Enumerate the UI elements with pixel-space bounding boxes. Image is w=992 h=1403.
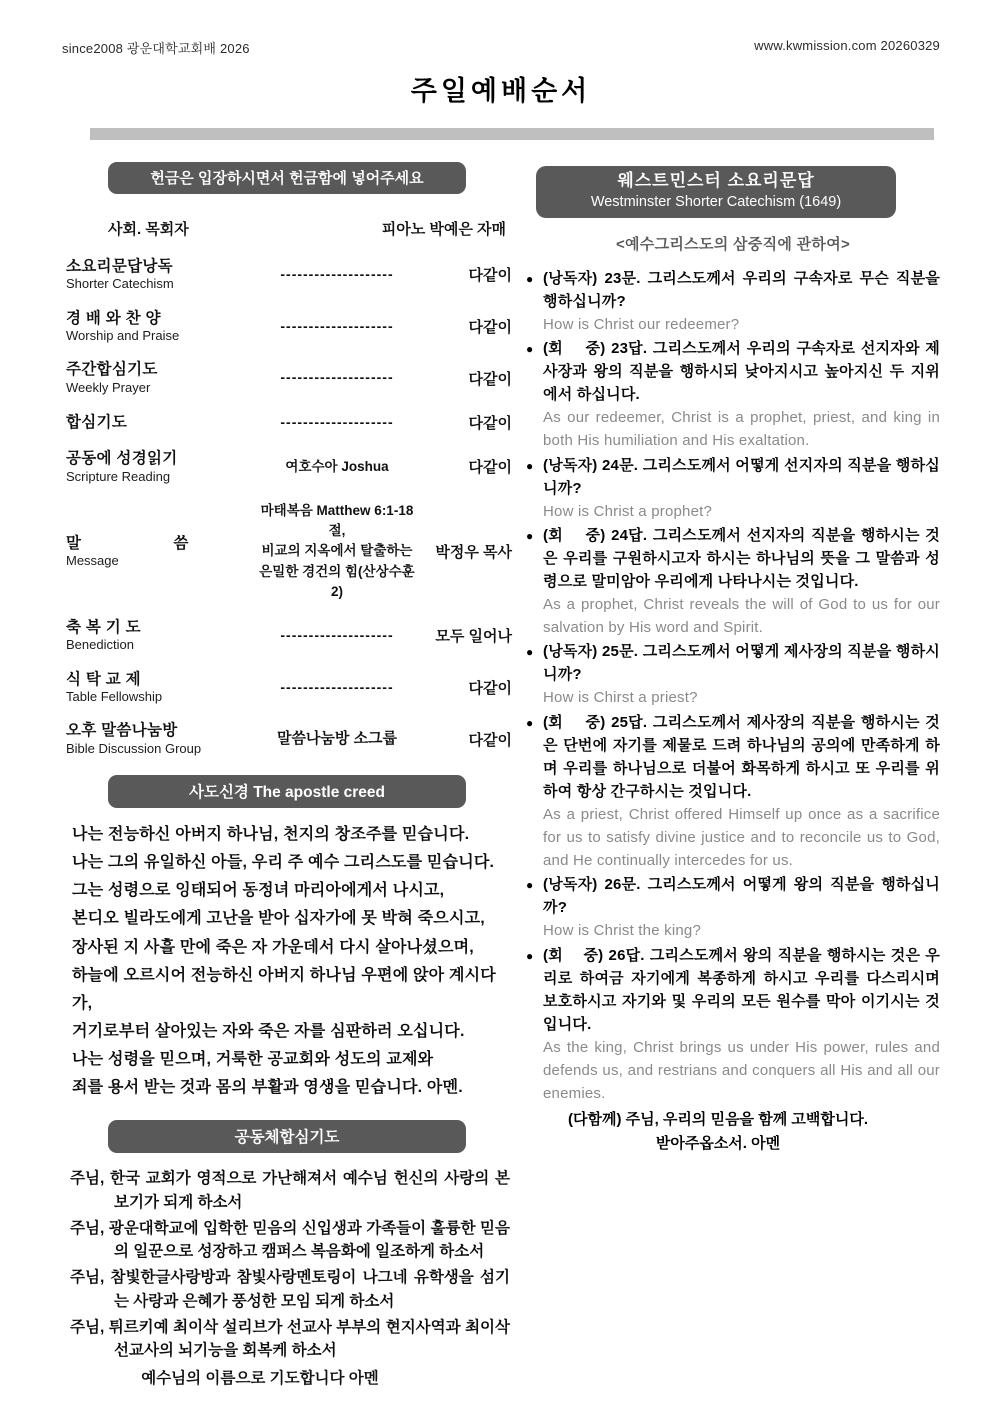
- program-item-detail: 여호수아 Joshua: [285, 458, 389, 474]
- catechism-text-en: As a priest, Christ offered Himself up once as a sacrifice for us to satisfy divine justice and to reconcile us to God, and He continually intercedes for us.: [543, 805, 940, 870]
- prayer-item: 주님, 참빛한글사랑방과 참빛사랑멘토링이 나그네 유학생을 섬기는 사랑과 은혜가 풍성한 모임 되게 하소서: [70, 1269, 510, 1310]
- catechism-text-en: How is Chirst a priest?: [543, 689, 698, 707]
- header-left-text: since2008 광운대학교회배 2026: [62, 41, 250, 56]
- leader-row: [108, 218, 506, 239]
- catechism-text-en: As the king, Christ brings us under His power, rules and defends us, and restrians and conquers all His and all our enemies.: [543, 1038, 940, 1103]
- bullet-icon: ●: [526, 528, 534, 543]
- bullet-icon: ●: [526, 878, 534, 893]
- catechism-question: [526, 873, 940, 942]
- catechism-text-en: How is Christ our redeemer?: [543, 315, 740, 333]
- program-item-title-kr: 소요리문답낭독: [66, 258, 173, 275]
- catechism-answer: [526, 944, 940, 1106]
- program-item-title-en: Benediction: [66, 637, 134, 653]
- program-row: [66, 449, 512, 485]
- program-item-title-kr: 말 씀: [66, 534, 189, 552]
- program-item-performer: 박정우 목사: [435, 543, 512, 561]
- creed-line: 나는 성령을 믿으며, 거룩한 공교회와 성도의 교제와: [72, 1051, 434, 1069]
- prayer-item: 주님, 광운대학교에 입학한 믿음의 신입생과 가족들이 훌륭한 믿음의 일꾼으로 성장하고 캠퍼스 복음화에 일조하게 하소서: [70, 1219, 510, 1261]
- bullet-icon: ●: [526, 645, 534, 660]
- catechism-section-header: [536, 166, 896, 218]
- program-item-performer: 다같이: [468, 370, 512, 388]
- program-item-detail-line: 은밀한 경건의 힘(산상수훈2): [259, 563, 415, 599]
- program-item-detail: --------------------: [280, 678, 394, 695]
- creed-line: 거기로부터 살아있는 자와 죽은 자를 심판하러 오십니다.: [72, 1022, 465, 1040]
- presider-label: 사회. 목회자: [108, 221, 189, 238]
- catechism-text-kr: (낭독자) 25문. 그리스도께서 어떻게 제사장의 직분을 행하시니까?: [543, 643, 940, 684]
- program-item-title-kr: 오후 말씀나눔방: [66, 722, 178, 740]
- catechism-text-kr: (낭독자) 26문. 그리스도께서 어떻게 왕의 직분을 행하십니까?: [543, 876, 940, 917]
- program-item-performer: 다같이: [468, 731, 512, 749]
- catechism-header-kr: 웨스트민스터 소요리문답: [617, 171, 815, 190]
- program-item-title-kr: 경 배 와 찬 양: [66, 309, 161, 327]
- creed-section-header: 사도신경 The apostle creed: [108, 775, 466, 808]
- prayer-item: 주님, 튀르키예 최이삭 설리브가 선교사 부부의 현지사역과 최이삭 선교사의 뇌기능을 회복케 하소서: [70, 1318, 510, 1360]
- creed-text: [62, 821, 512, 1103]
- catechism-column: [526, 162, 940, 1388]
- catechism-text-kr: (낭독자) 23문. 그리스도께서 우리의 구속자로 무슨 직분을 행하십니까?: [543, 269, 940, 310]
- program-item-title-kr: 식 탁 교 제: [66, 670, 141, 688]
- creed-line: 하늘에 오르시어 전능하신 아버지 하나님 우편에 앉아 계시다가,: [72, 966, 496, 1012]
- prayer-item: 주님, 한국 교회가 영적으로 가난해져서 예수님 헌신의 사랑의 본보기가 되게 하소서: [70, 1170, 510, 1211]
- catechism-subtitle: <예수그리스도의 삼중직에 관하여>: [615, 235, 851, 253]
- confession-line-1: (다함께) 주님, 우리의 믿음을 함께 고백합니다.: [568, 1111, 868, 1129]
- program-item-title-en: Bible Discussion Group: [66, 740, 202, 756]
- program-item-title-en: Weekly Prayer: [66, 379, 151, 395]
- catechism-question: [526, 454, 940, 523]
- catechism-text-en: As our redeemer, Christ is a prophet, priest, and king in both His humiliation and His exaltation.: [543, 409, 940, 450]
- catechism-text-en: As a prophet, Christ reveals the will of God to us for our salvation by His word and Spirit.: [543, 596, 940, 637]
- program-item-title-kr: 주간합심기도: [66, 361, 158, 379]
- catechism-question: [526, 640, 940, 709]
- catechism-text-kr: (회 중) 25답. 그리스도께서 제사장의 직분을 행하시는 것은 단번에 자기를 제물로 드려 하나님의 공의에 만족하게 하며 우리를 하나님으로 더불어 화목하게 하시고 또 우리를 위하여 항상 간구하시는 것입니다.: [543, 713, 940, 800]
- content-columns: [62, 162, 940, 1388]
- creed-line: 죄를 용서 받는 것과 몸의 부활과 영생을 믿습니다. 아멘.: [72, 1079, 463, 1097]
- program-row: [66, 257, 512, 293]
- program-row: [66, 360, 512, 396]
- bullet-icon: ●: [526, 948, 534, 963]
- program-item-title-kr: 합심기도: [66, 413, 128, 431]
- program-item-title-en: Table Fellowship: [66, 689, 163, 704]
- creed-line: 그는 성령으로 잉태되어 동정녀 마리아에게서 나시고,: [72, 882, 445, 900]
- program-item-title-en: Message: [66, 552, 119, 568]
- program-item-detail: --------------------: [280, 317, 394, 334]
- bullet-icon: ●: [526, 271, 534, 286]
- program-row: [66, 412, 512, 433]
- header-right-text: www.kwmission.com 20260329: [754, 38, 940, 53]
- creed-line: 본디오 빌라도에게 고난을 받아 십자가에 못 박혀 죽으시고,: [72, 910, 485, 928]
- catechism-text-kr: (회 중) 23답. 그리스도께서 우리의 구속자로 선지자와 제사장과 왕의 직분을 행하시되 낮아지시고 높아지신 두 지위에서 하십니다.: [543, 340, 940, 404]
- catechism-answer: [526, 524, 940, 639]
- bullet-icon: ●: [526, 715, 534, 730]
- program-item-detail-line: 비교의 지옥에서 탈출하는: [261, 543, 413, 559]
- program-item-detail: --------------------: [280, 369, 394, 386]
- creed-line: 장사된 지 사흘 만에 죽은 자 가운데서 다시 살아나셨으며,: [72, 938, 474, 956]
- program-item-detail: --------------------: [280, 266, 394, 283]
- worship-order-column: [62, 162, 512, 1388]
- program-item-title-kr: 공동에 성경읽기: [66, 450, 178, 468]
- program-item-performer: 다같이: [468, 459, 512, 477]
- catechism-question: [526, 267, 940, 336]
- catechism-answer: [526, 337, 940, 452]
- program-row: [66, 721, 512, 757]
- catechism-text-kr: (회 중) 24답. 그리스도께서 선지자의 직분을 행하시는 것은 우리를 구원하시고자 하시는 하나님의 뜻을 그 말씀과 성령으로 말미암아 우리에게 나타나시는 것입니다.: [543, 526, 940, 590]
- program-row: [66, 309, 512, 345]
- program-item-performer: 모두 일어나: [435, 628, 512, 646]
- catechism-text-kr: (회 중) 26답. 그리스도께서 왕의 직분을 행하시는 것은 우리로 하여금 자기에게 복종하게 하시고 우리를 다스리시며 보호하시고 자기와 및 우리의 모든 원수를 막아 이기시는 것입니다.: [543, 946, 940, 1033]
- creed-line: 나는 그의 유일하신 아들, 우리 주 예수 그리스도를 믿습니다.: [72, 854, 495, 872]
- bullet-icon: ●: [526, 342, 534, 357]
- catechism-text-en: How is Christ a prophet?: [543, 502, 713, 520]
- program-item-performer: 다같이: [468, 267, 512, 285]
- program-item-title-kr: 축 복 기 도: [66, 619, 141, 636]
- program-item-title-en: Scripture Reading: [66, 468, 171, 484]
- program-item-performer: 다같이: [468, 415, 512, 432]
- program-item-title-en: Worship and Praise: [66, 328, 180, 343]
- program-item-title-en: Shorter Catechism: [66, 276, 174, 292]
- catechism-header-en: Westminster Shorter Catechism (1649): [590, 193, 842, 210]
- prayer-closing-line: 예수님의 이름으로 기도합니다 아멘: [141, 1370, 379, 1388]
- program-row: [66, 501, 512, 602]
- program-row: [66, 618, 512, 654]
- pianist-label: 피아노 박예은 자매: [381, 221, 506, 238]
- creed-line: 나는 전능하신 아버지 하나님, 천지의 창조주를 믿습니다.: [72, 825, 470, 843]
- community-prayer-header: 공동체합심기도: [108, 1120, 466, 1153]
- program-row: [66, 670, 512, 706]
- catechism-answer: [526, 711, 940, 873]
- program-item-detail: --------------------: [280, 627, 394, 644]
- program-item-detail-line: 마태복음 Matthew 6:1-18절,: [260, 502, 414, 538]
- page-header: [62, 38, 940, 57]
- program-item-performer: 다같이: [468, 679, 512, 697]
- community-prayer-text: [62, 1167, 512, 1388]
- bullet-icon: ●: [526, 458, 534, 473]
- program-item-detail: --------------------: [280, 413, 394, 430]
- page-title: 주일예배순서: [410, 76, 592, 106]
- divider-bar: [90, 128, 934, 140]
- catechism-text-en: How is Christ the king?: [543, 922, 701, 940]
- program-item-performer: 다같이: [468, 318, 512, 336]
- catechism-text-kr: (낭독자) 24문. 그리스도께서 어떻게 선지자의 직분을 행하십니까?: [543, 456, 940, 497]
- confession-line-2: 받아주옵소서. 아멘: [655, 1135, 781, 1153]
- confession-closing: [526, 1108, 940, 1156]
- offering-notice: 헌금은 입장하시면서 헌금함에 넣어주세요: [108, 162, 466, 194]
- program-item-detail: 말씀나눔방 소그룹: [276, 729, 398, 747]
